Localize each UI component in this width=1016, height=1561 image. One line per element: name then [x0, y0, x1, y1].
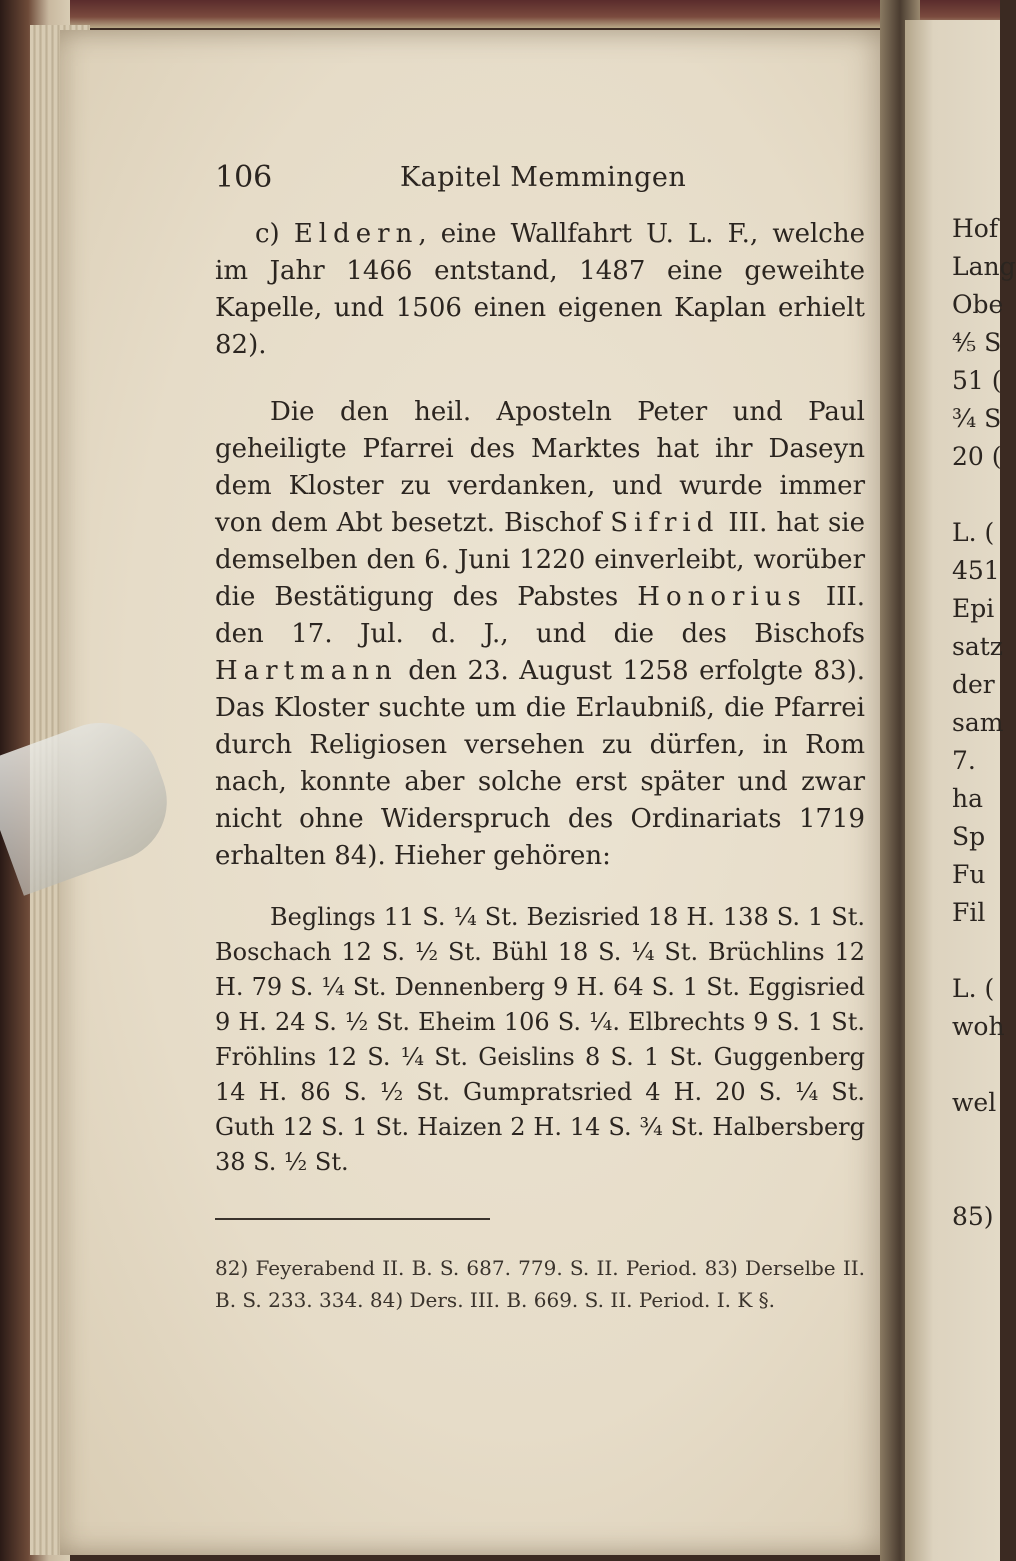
paragraph-eldern — [215, 216, 865, 364]
person-name: Honorius — [637, 582, 807, 612]
right-line: 7. — [952, 746, 976, 775]
right-line: Fil — [952, 898, 986, 927]
right-line: Lang — [952, 252, 1016, 281]
right-line — [952, 476, 1000, 514]
right-line: Hof — [952, 214, 999, 243]
right-line: Sp — [952, 822, 986, 851]
paragraph-text: III. den 17. Jul. d. J., und die des Bischofs — [215, 582, 865, 649]
right-line: woh — [952, 1012, 1005, 1041]
right-line — [952, 1122, 1000, 1160]
paragraph-text: III. hat sie demselben den 6. Juni 1220 einverleibt, worüber die Bestätigung des Pabstes — [215, 508, 865, 612]
right-line: 451 — [952, 556, 1000, 585]
person-name: Sifrid — [610, 508, 720, 538]
person-name: Hartmann — [215, 656, 398, 686]
running-title: Kapitel Memmingen — [400, 162, 687, 193]
page-text — [215, 150, 865, 1316]
right-line: 85) — [952, 1202, 994, 1231]
paragraph-pfarrei — [215, 394, 865, 875]
right-line: L. ( — [952, 974, 995, 1003]
paragraph-text: Die den heil. Aposteln Peter und Paul geheiligte Pfarrei des Marktes hat ihr Daseyn dem Kloster zu verdanken, und wurde immer von dem Abt besetzt. Bischof — [215, 397, 865, 538]
page-header — [215, 150, 865, 210]
right-line: ha — [952, 784, 984, 813]
right-line: satz — [952, 632, 1003, 661]
places-list: Beglings 11 S. ¼ St. Bezisried 18 H. 138 S. 1 St. Boschach 12 S. ½ St. Bühl 18 S. ¼ St. Brüchlins 12 H. 79 S. ¼ St. Dennenberg 9 H. 64 S. 1 St. Eggisried 9 H. 24 S. ½ St. Eheim 106 S. ¼. Elbrechts 9 S. 1 St. Fröhlins 12 S. ¼ St. Geislins 8 S. 1 St. Guggenberg 14 H. 86 S. ½ St. Gumpratsried 4 H. 20 S. ¼ St. Guth 12 S. 1 St. Haizen 2 H. 14 S. ¾ St. Halbersberg 38 S. ½ St. — [215, 903, 865, 1176]
paragraph-text: den 23. August 1258 erfolgte 83). Das Kloster suchte um die Erlaubniß, die Pfarrei durch Religiosen versehen zu dürfen, in Rom nach, konnte aber solche erst später und zwar nicht ohne Widerspruch des Ordinariats 1719 erhalten 84). Hieher gehören: — [215, 656, 865, 871]
right-line — [952, 1160, 1000, 1198]
right-line: 51 ( — [952, 366, 1002, 395]
right-line: sam — [952, 708, 1004, 737]
right-line: Epi — [952, 594, 995, 623]
right-line: wel — [952, 1088, 997, 1117]
paragraph-text: , eine Wallfahrt U. L. F., welche im Jahr 1466 entstand, 1487 eine geweihte Kapelle, und 1506 einen eigenen Kaplan erhielt 82). — [215, 219, 865, 360]
book-cover-top — [0, 0, 1000, 28]
right-line: Fu — [952, 860, 986, 889]
right-line: ¾ S — [952, 404, 1002, 433]
right-line: L. ( — [952, 518, 995, 547]
right-line — [952, 932, 1000, 970]
right-page-text — [952, 210, 1016, 1236]
page-number: 106 — [215, 160, 273, 195]
footnotes: 82) Feyerabend II. B. S. 687. 779. S. II. Period. 83) Derselbe II. B. S. 233. 334. 84) Ders. III. B. 669. S. II. Period. I. K §. — [215, 1256, 865, 1312]
item-label: c) — [255, 219, 294, 249]
footnote-divider — [215, 1218, 490, 1220]
right-line: Obe — [952, 290, 1004, 319]
right-line: der — [952, 670, 995, 699]
place-name: Eldern — [293, 219, 419, 249]
right-line — [952, 1046, 1000, 1084]
right-line: ⅘ S — [952, 328, 1002, 357]
right-line: 20 ( — [952, 442, 1002, 471]
